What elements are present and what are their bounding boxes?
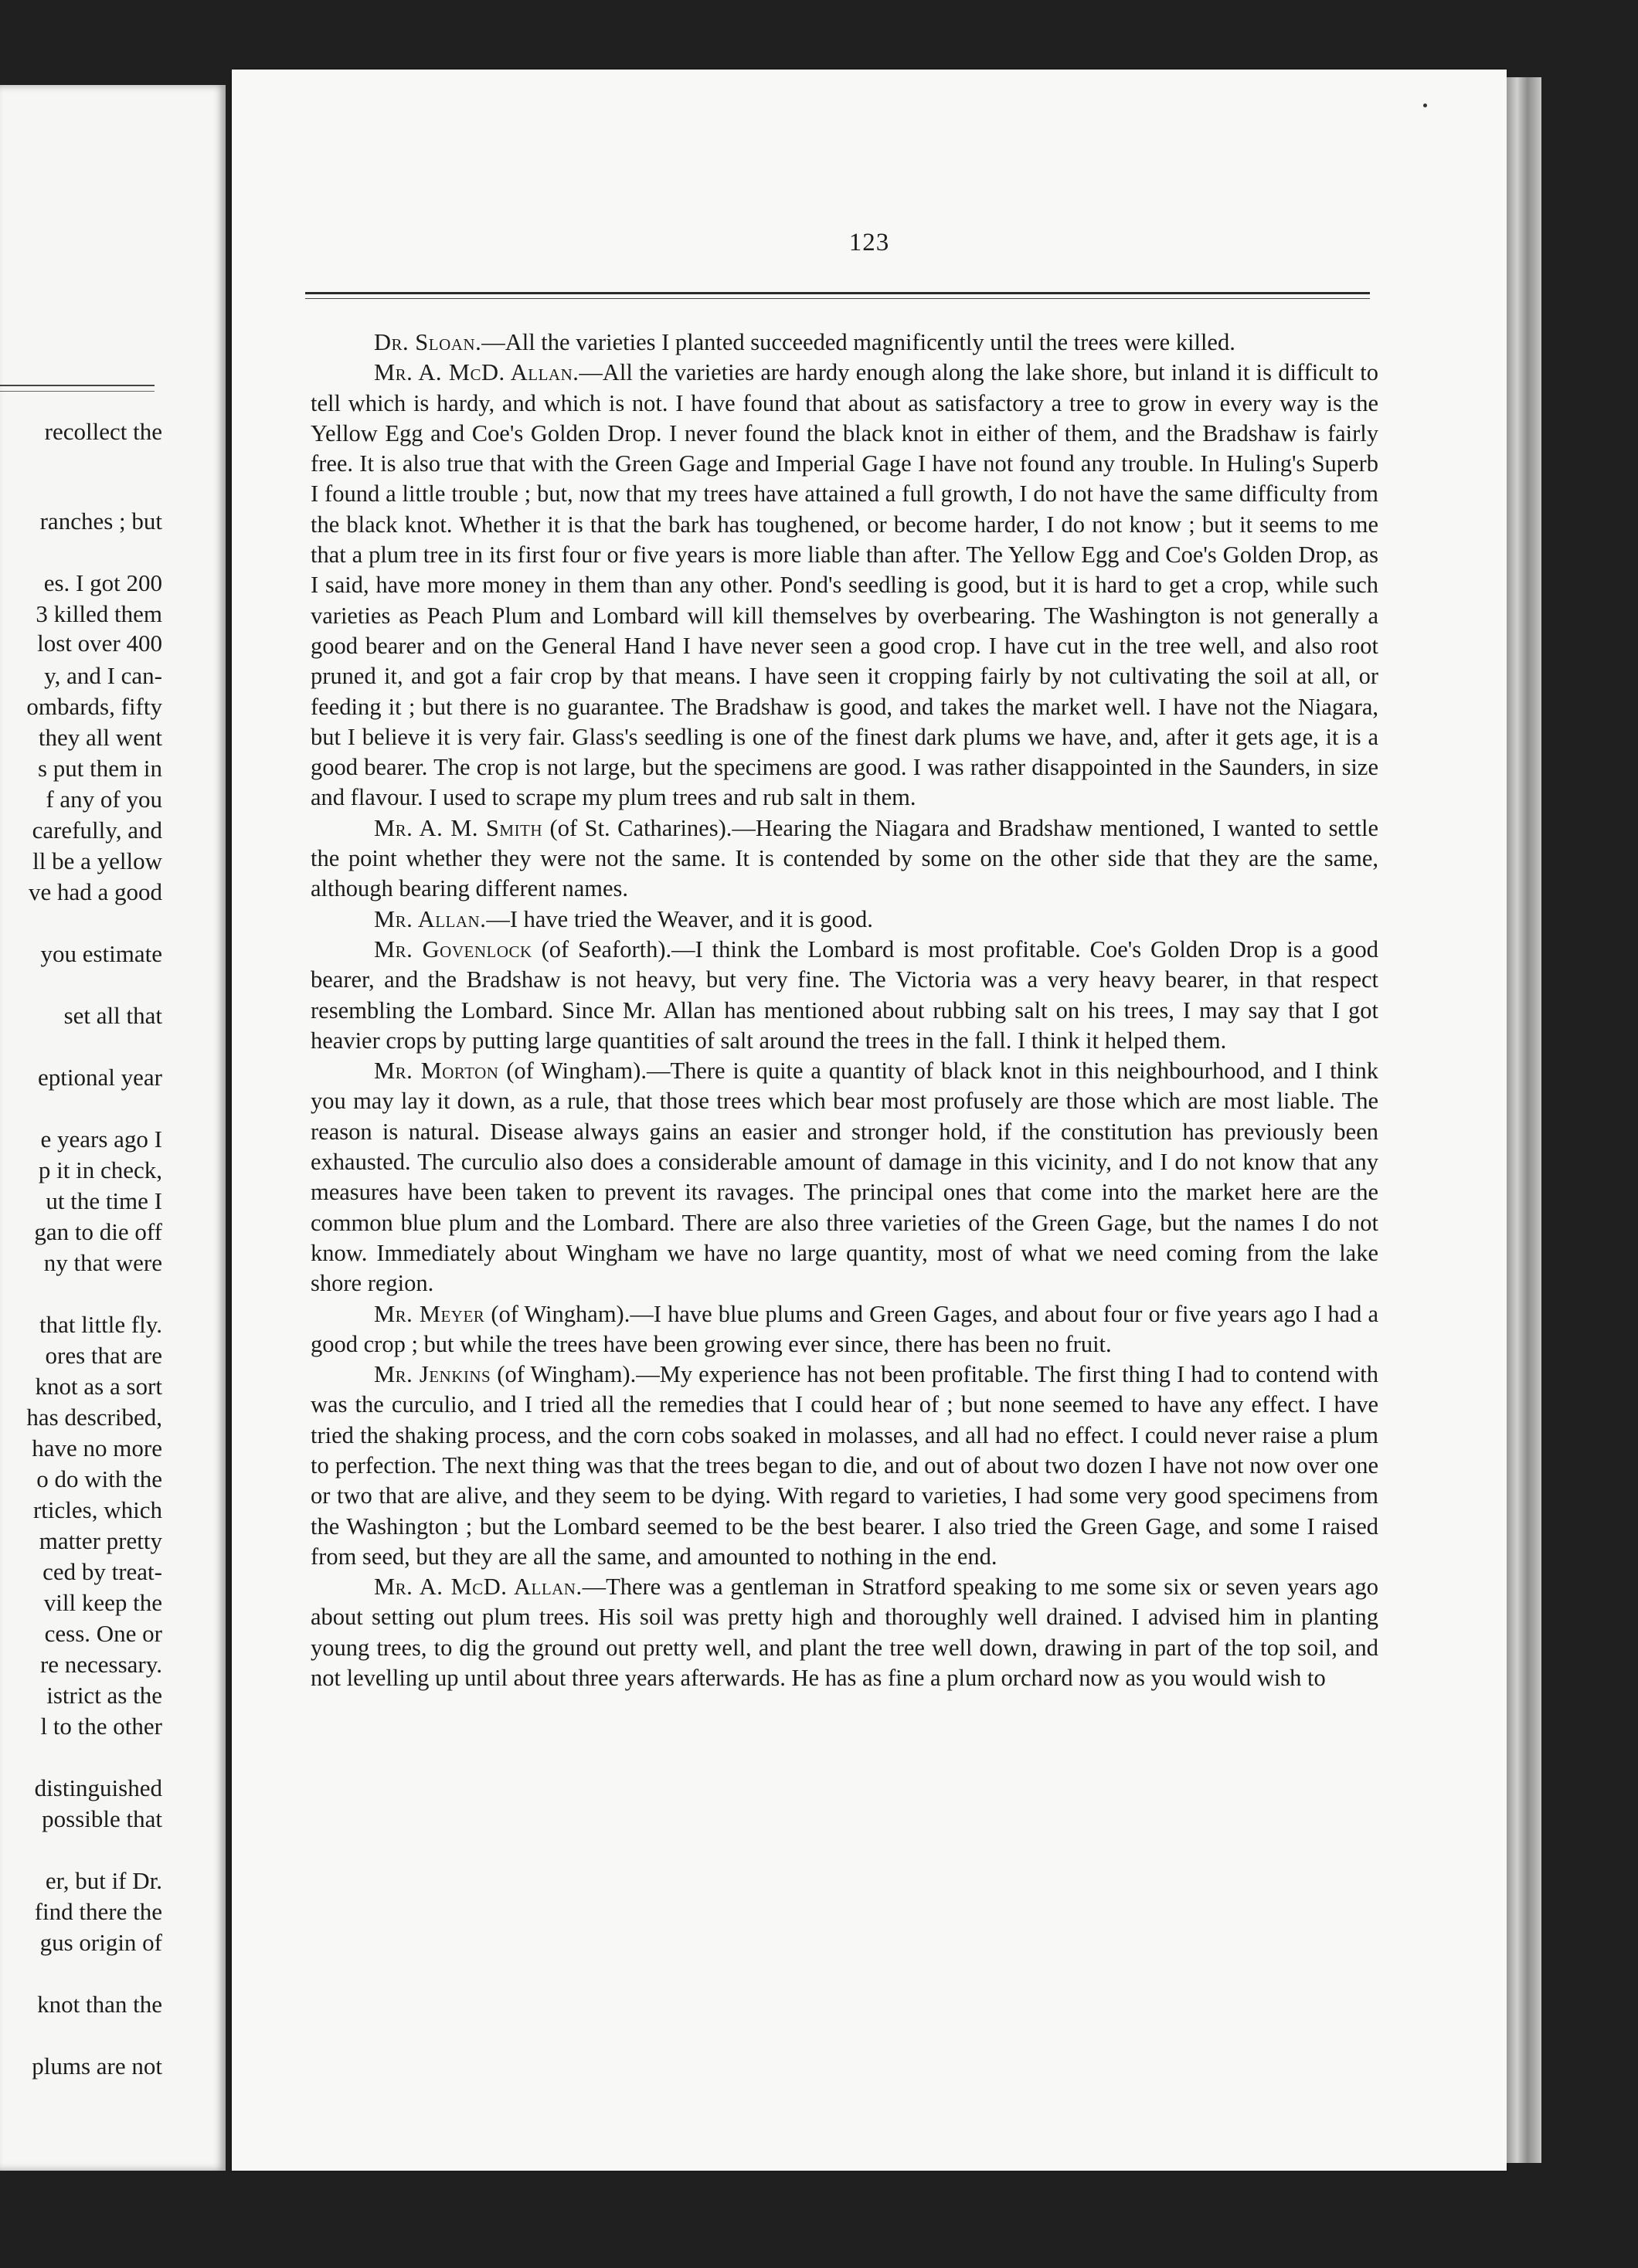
paragraph-text: (of Seaforth).—I think the Lombard is most profitable. Coe's Golden Drop is a good bearer, and the Bradshaw is not heavy, but very fine. The Victoria was a very heavy bearer, in that respect resembling the Lombard. Since Mr. Allan has mentioned about rubbing salt on his trees, I may say that I got heavier crops by putting large quantities of salt around the trees in the fall. I think it helped them. [311,935,1378,1054]
left-page-line: ranches ; but [39,508,162,535]
left-page-rule-thin [0,391,155,392]
speaker-name: Mr. Morton [374,1058,499,1085]
speaker-name: Mr. Govenlock [374,935,532,963]
left-page-line: ny that were [43,1249,162,1276]
left-page-line: possible that [42,1805,162,1832]
paragraph-text: (of St. Catharines).—Hearing the Niagara and Bradshaw mentioned, I wanted to settle the point whether they were not the same. It is contended by some on the other side that they are the same, although bearing different names. [311,814,1378,902]
left-page-line: distinguished [34,1774,162,1801]
left-page-line: ll be a yellow [32,847,162,874]
right-page [232,70,1507,2171]
paragraph [311,905,1378,935]
paragraph-text: (of Wingham).—I have blue plums and Green Gages, and about four or five years ago I had a good crop ; but while the trees have been growing ever since, there has been no fruit. [311,1300,1378,1357]
speaker-name: Mr. A. McD. Allan. [374,1574,583,1601]
paragraph [311,358,1378,813]
speaker-name: Mr. A. M. Smith [374,814,543,841]
paragraph [311,1056,1378,1299]
speaker-name: Mr. Allan. [374,905,487,932]
left-page-line: e years ago I [40,1126,162,1153]
speaker-name: Mr. Meyer [374,1300,485,1327]
left-page-line: have no more [32,1434,162,1462]
left-page-line: gan to die off [34,1218,162,1245]
body-text [311,328,1378,1693]
paragraph [311,813,1378,905]
left-page-line: s put them in [37,755,162,782]
left-page-line: you estimate [40,940,162,967]
paragraph-text: —All the varieties I planted succeeded magnificently until the trees were killed. [481,329,1235,355]
left-page-line: set all that [63,1002,162,1029]
paragraph-text: —There was a gentleman in Stratford speaking to me some six or seven years ago about setting out plum trees. His soil was pretty high and thoroughly well drained. I advised him in planting young trees, to dig the ground out pretty well, and plant the tree well down, drawing in part of the top soil, and not levelling up until about three years afterwards. He has as fine a plum orchard now as you would wish to [311,1574,1379,1692]
left-page-line: gus origin of [39,1929,162,1956]
left-page-line: p it in check, [38,1156,162,1183]
left-page-line: recollect the [44,418,162,445]
left-page-line: vill keep the [43,1589,162,1616]
page-edge [1507,77,1541,2163]
paragraph [311,935,1378,1056]
left-page-line: they all went [38,724,162,751]
left-page-line: ombards, fifty [26,693,162,720]
paragraph [311,1360,1378,1572]
speaker-name: Mr. Jenkins [374,1361,491,1388]
paragraph-text: (of Wingham).—My experience has not been profitable. The first thing I had to contend with was the curculio, and I tried all the remedies that I could hear of ; but none seemed to have any effect. I have tried the shaking process, and the corn cobs soaked in molasses, and all had no effect. I could never raise a plum to perfection. The next thing was that the trees began to die, and out of about two dozen I have not now over one or two that are alive, and they seem to be dying. With regard to varieties, I had some very good specimens from the Washington ; but the Lombard seemed to be the best bearer. I also tried the Green Gage, and some I raised from seed, but they are all the same, and amounted to nothing in the end. [311,1361,1378,1570]
left-page-line: ced by treat- [42,1558,162,1585]
left-page-rule [0,385,155,386]
left-page-line: eptional year [38,1064,162,1091]
left-page-line: cess. One or [44,1620,162,1647]
left-page-line: that little fly. [39,1311,162,1338]
speaker-name: Mr. A. McD. Allan. [374,359,579,386]
left-page-line: find there the [34,1898,162,1925]
left-page-line: matter pretty [39,1527,162,1554]
left-page-line: er, but if Dr. [45,1867,162,1894]
left-page-line: plums are not [32,2052,162,2080]
paragraph [311,1572,1378,1693]
left-page-line: es. I got 200 [43,569,162,596]
left-page-line: re necessary. [39,1651,162,1678]
header-rule [305,292,1370,294]
paragraph-text: —I have tried the Weaver, and it is good. [486,905,873,932]
paragraph [311,1299,1378,1360]
left-page [0,85,226,2171]
left-page-line: f any of you [46,786,162,813]
left-page-line: o do with the [36,1465,162,1492]
left-page-line: l to the other [40,1713,162,1740]
left-page-line: has described, [26,1404,162,1431]
paragraph-text: (of Wingham).—There is quite a quantity of black knot in this neighbourhood, and I think you may lay it down, as a rule, that those trees which bear most profusely are those which are most liable. The reason is natural. Disease always gains an easier and stronger hold, if the constitution has previously been exhausted. The curculio also does a considerable amount of damage in this vicinity, and I do not know that any measures have been taken to prevent its ravages. The principal ones that come into the market here are the common blue plum and the Lombard. There are also three varieties of the Green Gage, but the names I do not know. Immediately about Wingham we have no large quantity, most of what we need coming from the lake shore region. [311,1058,1378,1297]
paragraph [311,328,1378,358]
left-page-line: istrict as the [46,1682,162,1709]
left-page-line: 3 killed them [36,600,162,627]
left-page-line: carefully, and [32,817,162,844]
page-number: 123 [848,229,890,256]
speck [1423,104,1427,107]
left-page-line: lost over 400 [37,630,162,657]
speaker-name: Dr. Sloan. [374,329,482,355]
left-page-line: ut the time I [46,1187,162,1214]
left-page-line: knot as a sort [35,1373,162,1400]
left-page-line: knot than the [37,1991,162,2018]
header-rule-thin [305,298,1370,299]
left-page-line: rticles, which [32,1496,162,1523]
left-page-line: ores that are [45,1342,162,1369]
left-page-line: y, and I can- [44,662,162,689]
paragraph-text: —All the varieties are hardy enough along the lake shore, but inland it is difficult to tell which is hardy, and which is not. I have found that about as satisfactory a tree to grow in every way is the Yellow Egg and Coe's Golden Drop. I never found the black knot in either of them, and the Bradshaw is fairly free. It is also true that with the Green Gage and Imperial Gage I have not found any trouble. In Huling's Superb I found a little trouble ; but, now that my trees have attained a full growth, I do not have the same difficulty from the black knot. Whether it is that the bark has toughened, or become harder, I do not know ; but it seems to me that a plum tree in its first four or five years is more liable than after. The Yellow Egg and Coe's Golden Drop, as I said, have more money in them than any other. Pond's seedling is good, but it is hard to get a crop, while such varieties as Peach Plum and Lombard will kill themselves by overbearing. The Washington is not generally a good bearer and on the General Hand I have never seen a good crop. I have cut in the tree well, and also root pruned it, and got a fair crop by that means. I have seen it cropping fairly by not cultivating the soil at all, or feeding it ; but there is no guarantee. The Bradshaw is good, and takes the market well. I have not the Niagara, but I believe it is very fair. Glass's seedling is one of the finest dark plums we have, and, after it gets age, it is a good bearer. The crop is not large, but the specimens are good. I was rather disappointed in the Saunders, in size and flavour. I used to scrape my plum trees and rub salt in them. [311,359,1379,811]
left-page-line: ve had a good [28,878,162,905]
